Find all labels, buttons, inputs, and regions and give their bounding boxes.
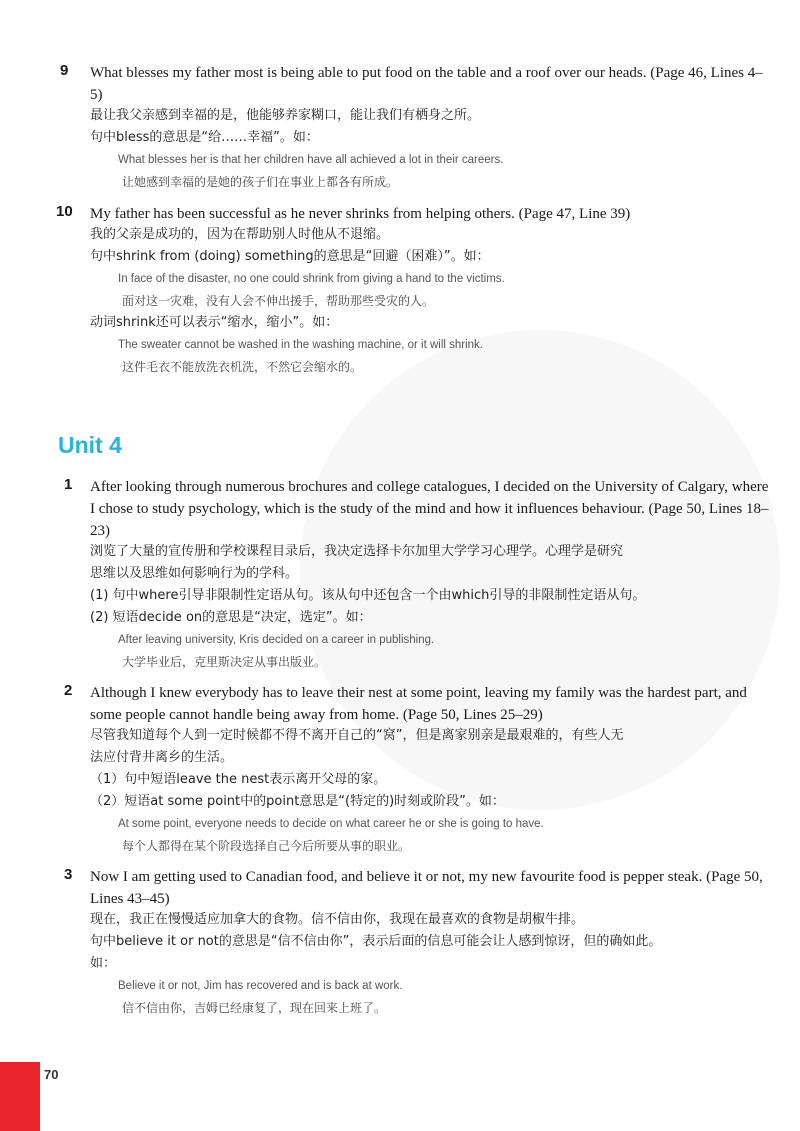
example-english: The sweater cannot be washed in the washing machine, or it will shrink. bbox=[118, 339, 483, 351]
example-english: At some point, everyone needs to decide on what career he or she is going to have. bbox=[118, 818, 544, 830]
grammar-note: 动词shrink还可以表示“缩水，缩小”。如： bbox=[90, 315, 339, 330]
item-number: 3 bbox=[64, 866, 73, 883]
grammar-note: (1) 句中where引导非限制性定语从句。该从句中还包含一个由which引导的非限制性定语从句。 bbox=[90, 588, 646, 603]
chinese-translation-line-2: 法应付背井离乡的生活。 bbox=[90, 750, 234, 765]
item-number: 1 bbox=[64, 476, 73, 493]
item-number: 10 bbox=[56, 203, 73, 220]
example-chinese: 这件毛衣不能放洗衣机洗，不然它会缩水的。 bbox=[122, 360, 363, 374]
chinese-translation-line-2: 思维以及思维如何影响行为的学科。 bbox=[90, 566, 299, 581]
unit-heading: Unit 4 bbox=[58, 432, 122, 458]
english-sentence: Although I knew everybody has to leave their nest at some point, leaving my family was the hardest part, and some people cannot handle being away from home. (Page 50, Lines 25–29) bbox=[90, 685, 747, 723]
grammar-note: 句中shrink from (doing) something的意思是“回避（困难）”。如： bbox=[90, 249, 490, 264]
english-sentence: What blesses my father most is being able to put food on the table and a roof over our heads. (Page 46, Lines 4–5) bbox=[90, 65, 763, 103]
chinese-translation-line-1: 浏览了大量的宣传册和学校课程目录后，我决定选择卡尔加里大学学习心理学。心理学是研究 bbox=[90, 544, 624, 559]
example-english: Believe it or not, Jim has recovered and is back at work. bbox=[118, 980, 403, 992]
example-chinese: 每个人都得在某个阶段选择自己今后所要从事的职业。 bbox=[122, 839, 411, 853]
page-corner-tab bbox=[0, 1062, 40, 1131]
english-sentence: Now I am getting used to Canadian food, and believe it or not, my new favourite food is pepper steak. (Page 50, Lines 43–45) bbox=[90, 869, 763, 907]
example-chinese: 信不信由你，吉姆已经康复了，现在回来上班了。 bbox=[122, 1001, 387, 1015]
grammar-note: （1）句中短语leave the nest表示离开父母的家。 bbox=[90, 772, 387, 787]
grammar-note-suffix: 如： bbox=[90, 956, 117, 971]
grammar-note: 句中bless的意思是“给……幸福”。如： bbox=[90, 130, 319, 145]
chinese-translation: 我的父亲是成功的，因为在帮助别人时他从不退缩。 bbox=[90, 227, 390, 242]
example-chinese: 大学毕业后，克里斯决定从事出版业。 bbox=[122, 655, 327, 669]
grammar-note: （2）短语at some point中的point意思是“(特定的)时刻或阶段”。如： bbox=[90, 794, 505, 809]
example-english: After leaving university, Kris decided on a career in publishing. bbox=[118, 634, 435, 646]
chinese-translation: 现在，我正在慢慢适应加拿大的食物。信不信由你，我现在最喜欢的食物是胡椒牛排。 bbox=[90, 912, 585, 927]
example-english: What blesses her is that her children have all achieved a lot in their careers. bbox=[118, 154, 504, 166]
example-chinese: 让她感到幸福的是她的孩子们在事业上都各有所成。 bbox=[122, 175, 399, 189]
english-sentence: My father has been successful as he never shrinks from helping others. (Page 47, Line 39) bbox=[90, 206, 631, 222]
grammar-note: (2) 短语decide on的意思是“决定，选定”。如： bbox=[90, 610, 372, 625]
item-number: 2 bbox=[64, 682, 73, 699]
english-sentence: After looking through numerous brochures and college catalogues, I decided on the University of Calgary, where I chose to study psychology, which is the study of the mind and how it influences behaviour. (Page 50, Lines 18–23) bbox=[90, 479, 769, 539]
example-chinese: 面对这一灾难，没有人会不伸出援手，帮助那些受灾的人。 bbox=[122, 294, 435, 308]
chinese-translation: 最让我父亲感到幸福的是，他能够养家糊口，能让我们有栖身之所。 bbox=[90, 108, 481, 123]
chinese-translation-line-1: 尽管我知道每个人到一定时候都不得不离开自己的“窝”，但是离家别亲是最艰难的，有些人无 bbox=[90, 728, 624, 743]
page-number: 70 bbox=[44, 1067, 59, 1082]
grammar-note: 句中believe it or not的意思是“信不信由你”，表示后面的信息可能会让人感到惊讶，但的确如此。 bbox=[90, 934, 662, 949]
item-number: 9 bbox=[60, 62, 69, 79]
example-english: In face of the disaster, no one could shrink from giving a hand to the victims. bbox=[118, 273, 505, 285]
